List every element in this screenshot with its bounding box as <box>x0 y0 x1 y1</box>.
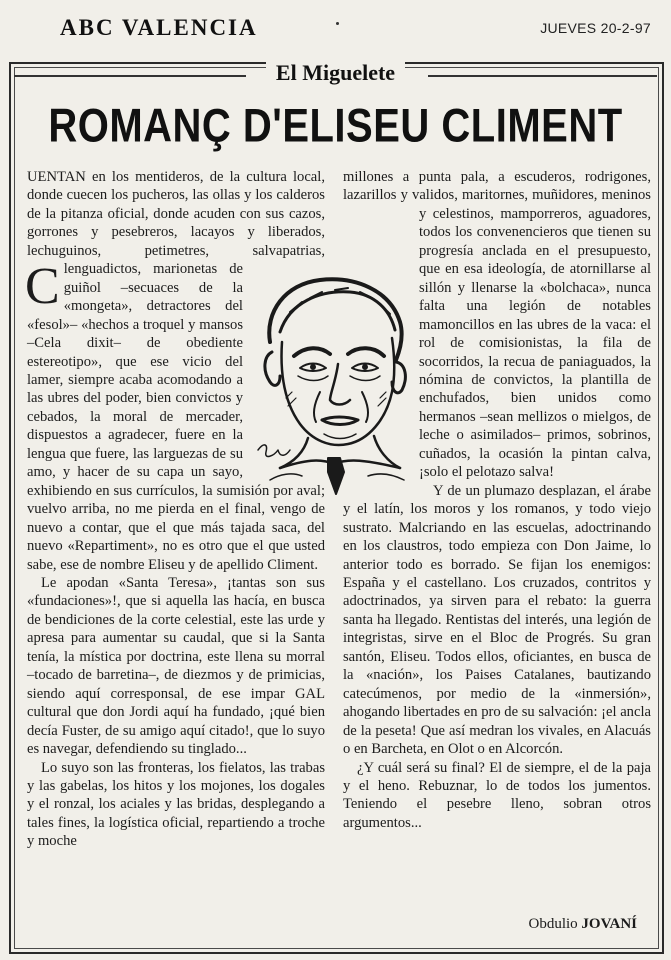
section-heading <box>0 60 671 86</box>
byline <box>529 916 638 933</box>
paragraph-2: Le apodan «Santa Teresa», ¡tantas son sus «fundaciones»!, que si aquella las hacía, en busca de bendiciones de la corte celestial, este las urde y apresa para aumentar su caudal, que si la Santa tenía, la mística por doctrina, este llena su morral –tocado de barretina–, de diezmos y de primicias, siendo aquí corresponsal, de ese impar GAL cultural que don Jordi aquí ha fundado, ¡qué bien decía Fuster, de su amigo aquí citado!, que lo suyo es navegar, defendiendo su tinglado... <box>27 574 325 758</box>
publication-name: ABC VALENCIA <box>60 15 258 40</box>
paragraph-4: millones a punta pala, a escuderos, rodrigones, lazarillos y validos, maritornes, muñidores, meninos y celestinos, mamporreros, aguadores, todos los convenencieros que tienen su progresía anclada en el presupuesto, que en esa ideología, de atornillarse al sillón y llenarse la «bolchaca», nunca falta una legión de notables mamoncillos en las ubres de la vaca: el rol de comisionistas, la fila de socorridos, la recua de paniaguados, la nómina de convictos, la plantilla de enchufados, bien unidos como hermanos –sean mellizos o mielgos, de leche o asimilados– primos, sobrinos, cuñados, la ocasión la pintan calva, ¡solo el pelotazo salva! <box>343 169 651 481</box>
author-last-name: JOVANÍ <box>581 916 637 932</box>
separator-dot <box>336 22 339 25</box>
author-first-name: Obdulio <box>528 916 582 932</box>
section-label-text: El Miguelete <box>266 60 405 86</box>
portrait-sketch-icon <box>250 272 420 497</box>
article-title: ROMANÇ D'ELISEU CLIMENT <box>48 100 623 152</box>
paragraph-5: Y de un plumazo desplazan, el árabe y el latín, los moros y los romanos, y todo viejo sustrato. Malcriando en las escuelas, adoctrinando en los claustros, todo empieza con Don Jaime, lo anterior todo es borrado. Se fijan los enemigos: España y el castellano. Los cruzados, contritos y adoctrinados, ya sirven para el rebato: la guerra santa ha llegado. Rentistas del interés, una legión de integristas, sirve en el Bloc de Progrés. Su gran santón, Eliseu. Todos ellos, oficiantes, en busca de la «nación», los Paises Catalanes, bautizando catecúmenos, por medio de la «inmersión», ahogando libertades en pro de su salvación: ¡el ancla de la peseta! Que así medran los vivales, en Alacuás o en Barcheta, en Olot o en Alcorcón. <box>343 482 651 758</box>
dropcap: C <box>25 258 60 315</box>
issue-date: JUEVES 20-2-97 <box>540 20 651 36</box>
paragraph-1: C UENTAN en los mentideros, de la cultura local, donde cuecen los pucheros, las ollas y los calderos de la pitanza oficial, donde acuden con sus cazos, gorrones y pesebreros, lacayos y liberados, lechuguinos, petimetres, salvapatrias, lenguadictos, marionetas de guiñol –secuaces de la «mongeta», detractores del «fesol»– «hechos a troquel y mansos –Cela dixit– de obediente estereotipo», que ese vicio del lamer, siempre acaba acomodando a las ubres del poder, bien convictos y cebados, la moral de mercader, dispuestos a agradecer, fuere en la lengua que fuere, las larguezas de su amo, y hacer de su capa un sayo, exhibiendo en sus currículos, la sumisión por aval; vuelvo arriba, no me pierda en el final, vengo de nuevo a contar, que el que más tajada saca, del nuevo «Repartiment», no es otro que el que usted sabe, ese de nombre Eliseu y de apellido Climent. <box>25 169 325 573</box>
left-column <box>27 168 325 851</box>
masthead <box>0 0 671 52</box>
paragraph-3: Lo suyo son las fronteras, los fielatos, las trabas y las gabelas, los hitos y los mojones, los dogales y el ronzal, los aciales y las bridas, desplegando a tales fines, la logística oficial, repartiendo a troche y moche <box>27 759 325 850</box>
paragraph-6: ¿Y cuál será su final? El de siempre, el de la paja y el heno. Rebuznar, lo de todos los jumentos. Teniendo el pesebre lleno, sobran otros argumentos... <box>343 759 651 831</box>
right-column <box>343 168 651 832</box>
